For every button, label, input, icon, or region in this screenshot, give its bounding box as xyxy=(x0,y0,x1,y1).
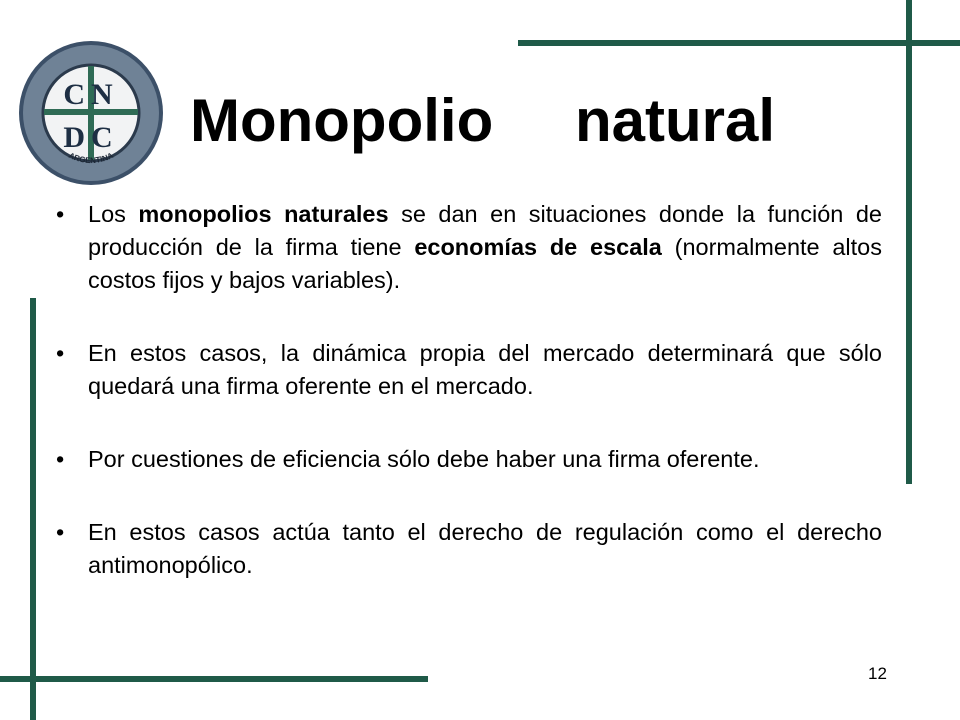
bullet-dot: • xyxy=(56,446,65,472)
slide-title xyxy=(0,86,960,166)
page-number: 12 xyxy=(868,664,887,683)
bottom-left-horizontal-line xyxy=(0,676,428,682)
logo-ring-text xyxy=(16,38,166,40)
bottom-left-vertical-line xyxy=(30,298,36,720)
logo-ring-bottom-text: ARGENTINA xyxy=(67,150,115,166)
bullet-item: • Por cuestiones de eficiencia sólo debe haber una firma oferente. xyxy=(56,443,882,476)
top-right-vertical-line xyxy=(906,0,912,484)
title-word-2: natural xyxy=(575,87,776,154)
title-word-1: Monopolio xyxy=(190,87,494,154)
bullet-dot: • xyxy=(56,201,65,227)
logo-bottom-letters: DC xyxy=(63,121,119,154)
logo-top-letters: CN xyxy=(63,78,119,111)
bullet-list xyxy=(56,198,882,622)
bullet-dot: • xyxy=(56,519,65,545)
top-right-horizontal-line xyxy=(518,40,960,46)
bullet-item: • Los monopolios naturales se dan en situaciones donde la función de producción de la firma tiene economías de escala (normalmente altos costos fijos y bajos variables). xyxy=(56,198,882,297)
bullet-dot: • xyxy=(56,340,65,366)
bullet-item: • En estos casos actúa tanto el derecho de regulación como el derecho antimonopólico. xyxy=(56,516,882,582)
bullet-item: • En estos casos, la dinámica propia del mercado determinará que sólo quedará una firma oferente en el mercado. xyxy=(56,337,882,403)
